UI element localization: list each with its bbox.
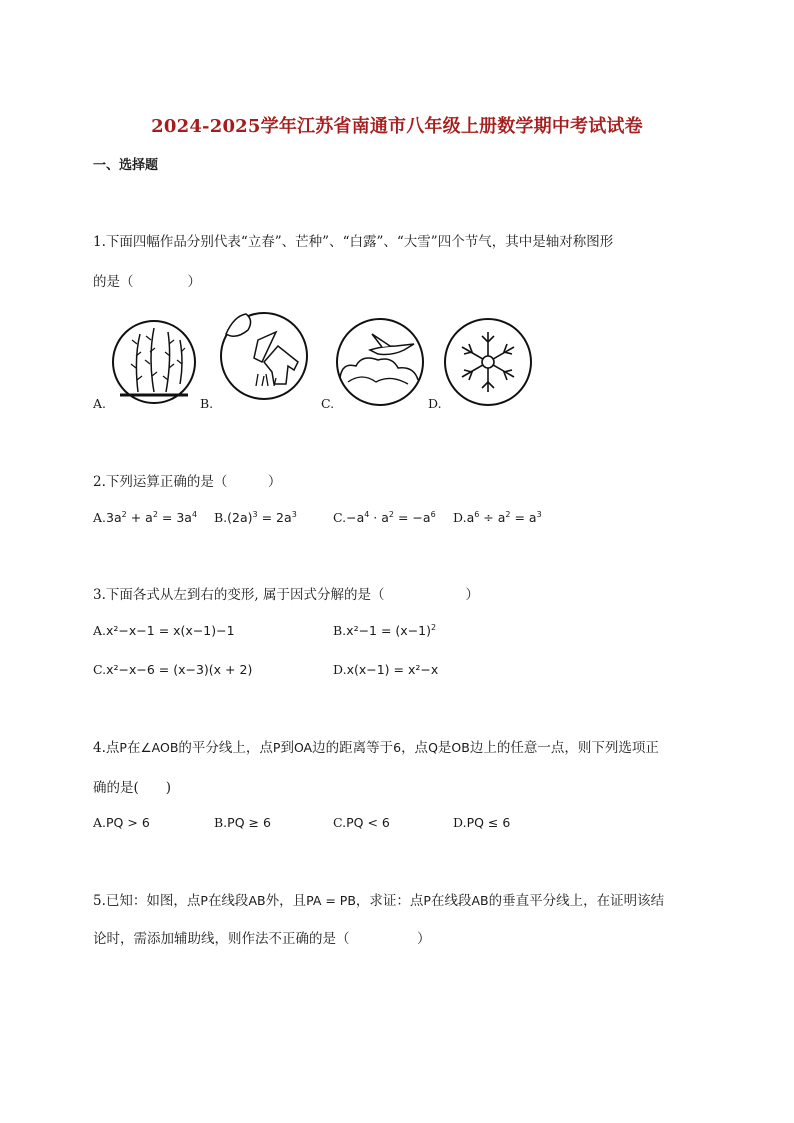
q4-option-d: D.PQ ≤ 6 — [453, 815, 511, 830]
q2-option-d: $D.a^6 \div a^2 = a^3$ — [453, 510, 542, 525]
q4-option-c: C.PQ < 6 — [333, 815, 390, 830]
q4-option-b: B.PQ ≥ 6 — [214, 815, 271, 830]
q4-option-a: A.PQ > 6 — [93, 815, 150, 830]
q1-stem-line1: 1.下面四幅作品分别代表“立春”、芒种”、“白露”、“大雪”四个节气，其中是轴对称图形 — [93, 234, 614, 250]
section-heading: 一、选择题 — [93, 158, 159, 173]
q1-option-d-label: D. — [428, 396, 442, 411]
q5-stem-line2: 论时，需添加辅助线，则作法不正确的是（ ） — [93, 931, 431, 947]
bird-cloud-icon — [334, 316, 426, 408]
q1-option-c-label: C. — [321, 396, 335, 411]
q4-stem-line1: 4.点P在∠AOB的平分线上，点P到OA边的距离等于6，点Q是OB边上的任意一点，则下列选项正 — [93, 740, 659, 756]
q2-option-c: $C.-a^4 \cdot a^2 = -a^6$ — [333, 510, 436, 525]
willow-icon — [110, 318, 200, 408]
q3-stem: 3.下面各式从左到右的变形, 属于因式分解的是（ ） — [93, 587, 479, 603]
q2-option-b: $B.(2a)^3 = 2a^3$ — [214, 510, 297, 525]
q3-option-b: $B.x^2-1 = (x-1)^2$ — [333, 623, 437, 638]
grass-hill-icon — [218, 310, 310, 402]
q4-stem-line2: 确的是( ) — [93, 780, 172, 796]
q3-option-a: A.x²−x−1 = x(x−1)−1 — [93, 623, 235, 638]
q5-stem-line1: 5.已知：如图，点P在线段AB外，且PA = PB，求证：点P在线段AB的垂直平分线上，在证明该结 — [93, 893, 665, 909]
q1-option-a-label: A. — [93, 396, 107, 411]
page-title: 2024-2025学年江苏省南通市八年级上册数学期中考试试卷 — [151, 116, 643, 137]
q2-option-a: $A.3a^2 + a^2 = 3a^4$ — [93, 510, 198, 525]
q3-option-d: D.x(x−1) = x²−x — [333, 662, 439, 677]
snowflake-icon — [442, 316, 534, 408]
q2-stem: 2.下列运算正确的是（ ） — [93, 474, 282, 490]
q1-option-b-label: B. — [200, 396, 214, 411]
q3-option-c: C.x²−x−6 = (x−3)(x + 2) — [93, 662, 253, 677]
q1-stem-line2: 的是（ ） — [93, 274, 201, 290]
